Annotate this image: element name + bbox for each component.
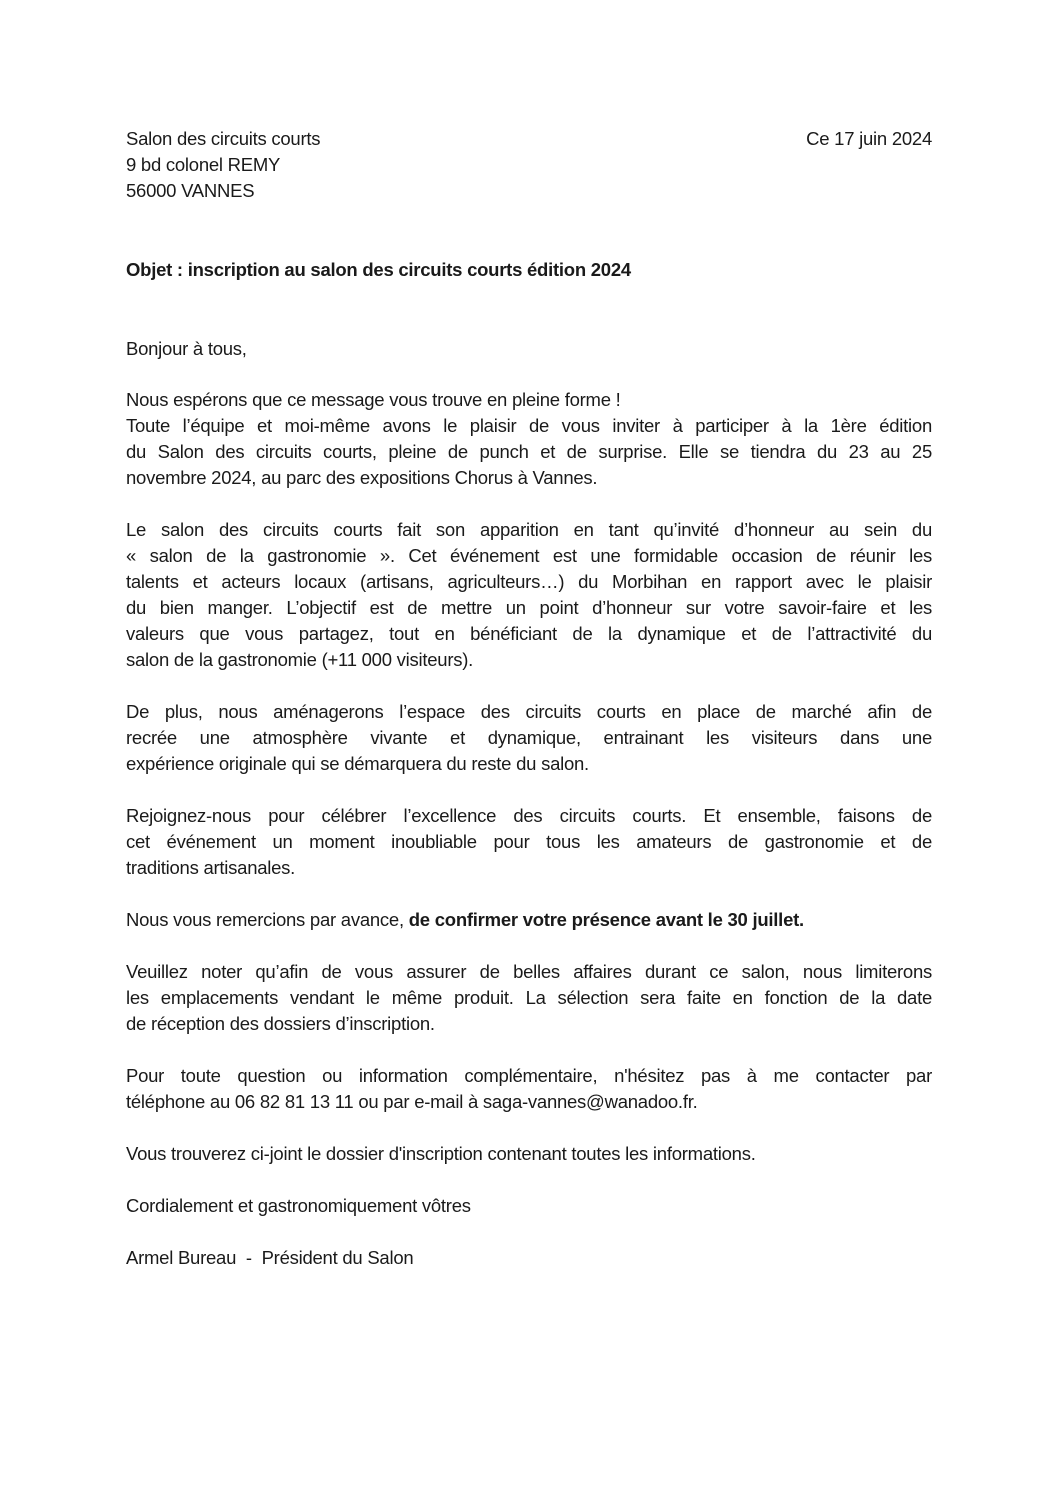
- guest-line: valeurs que vous partagez, tout en bénéficiant de la dynamique et de l’attractivité du: [126, 623, 932, 644]
- guest-line: talents et acteurs locaux (artisans, agriculteurs…) du Morbihan en rapport avec le plaisir: [126, 571, 932, 592]
- note-paragraph: [126, 959, 932, 1037]
- sender-city: 56000 VANNES: [126, 180, 255, 201]
- market-paragraph: [126, 699, 932, 777]
- letter-subject: Objet : inscription au salon des circuits courts édition 2024: [126, 259, 631, 280]
- note-line: Veuillez noter qu’afin de vous assurer de belles affaires durant ce salon, nous limiterons: [126, 961, 932, 982]
- note-line: les emplacements vendant le même produit. La sélection sera faite en fonction de la date: [126, 987, 932, 1008]
- market-line: expérience originale qui se démarquera du reste du salon.: [126, 753, 589, 774]
- guest-line: « salon de la gastronomie ». Cet événement est une formidable occasion de réunir les: [126, 545, 932, 566]
- confirm-prefix: Nous vous remercions par avance,: [126, 909, 409, 930]
- join-line: Rejoignez-nous pour célébrer l’excellence des circuits courts. Et ensemble, faisons de: [126, 805, 932, 826]
- sender-name: Salon des circuits courts: [126, 128, 321, 149]
- guest-paragraph: [126, 517, 932, 673]
- intro-line: du Salon des circuits courts, pleine de punch et de surprise. Elle se tiendra du 23 au 25: [126, 441, 932, 462]
- greeting: Bonjour à tous,: [126, 338, 247, 359]
- signature: Armel Bureau - Président du Salon: [126, 1247, 414, 1268]
- join-line: cet événement un moment inoubliable pour tous les amateurs de gastronomie et de: [126, 831, 932, 852]
- contact-paragraph: [126, 1063, 932, 1115]
- intro-paragraph: [126, 387, 932, 491]
- confirm-deadline: de confirmer votre présence avant le 30 juillet.: [408, 909, 804, 930]
- intro-line: Nous espérons que ce message vous trouve en pleine forme !: [126, 389, 621, 410]
- intro-line: novembre 2024, au parc des expositions Chorus à Vannes.: [126, 467, 598, 488]
- market-line: De plus, nous aménagerons l’espace des circuits courts en place de marché afin de: [126, 701, 932, 722]
- contact-line: téléphone au 06 82 81 13 11 ou par e-mail à saga-vannes@wanadoo.fr.: [126, 1091, 698, 1112]
- closing: Cordialement et gastronomiquement vôtres: [126, 1195, 471, 1216]
- note-line: de réception des dossiers d’inscription.: [126, 1013, 435, 1034]
- confirm-line: [126, 907, 804, 933]
- letter-date: Ce 17 juin 2024: [806, 128, 932, 149]
- guest-line: Le salon des circuits courts fait son apparition en tant qu’invité d’honneur au sein du: [126, 519, 932, 540]
- join-paragraph: [126, 803, 932, 881]
- guest-line: du bien manger. L’objectif est de mettre un point d’honneur sur votre savoir-faire et les: [126, 597, 932, 618]
- contact-line: Pour toute question ou information complémentaire, n'hésitez pas à me contacter par: [126, 1065, 932, 1086]
- sender-street: 9 bd colonel REMY: [126, 154, 281, 175]
- market-line: recrée une atmosphère vivante et dynamique, entrainant les visiteurs dans une: [126, 727, 932, 748]
- attachment-note: Vous trouverez ci-joint le dossier d'inscription contenant toutes les informations.: [126, 1143, 756, 1164]
- join-line: traditions artisanales.: [126, 857, 296, 878]
- intro-line: Toute l’équipe et moi-même avons le plaisir de vous inviter à participer à la 1ère édition: [126, 415, 932, 436]
- guest-line: salon de la gastronomie (+11 000 visiteurs).: [126, 649, 474, 670]
